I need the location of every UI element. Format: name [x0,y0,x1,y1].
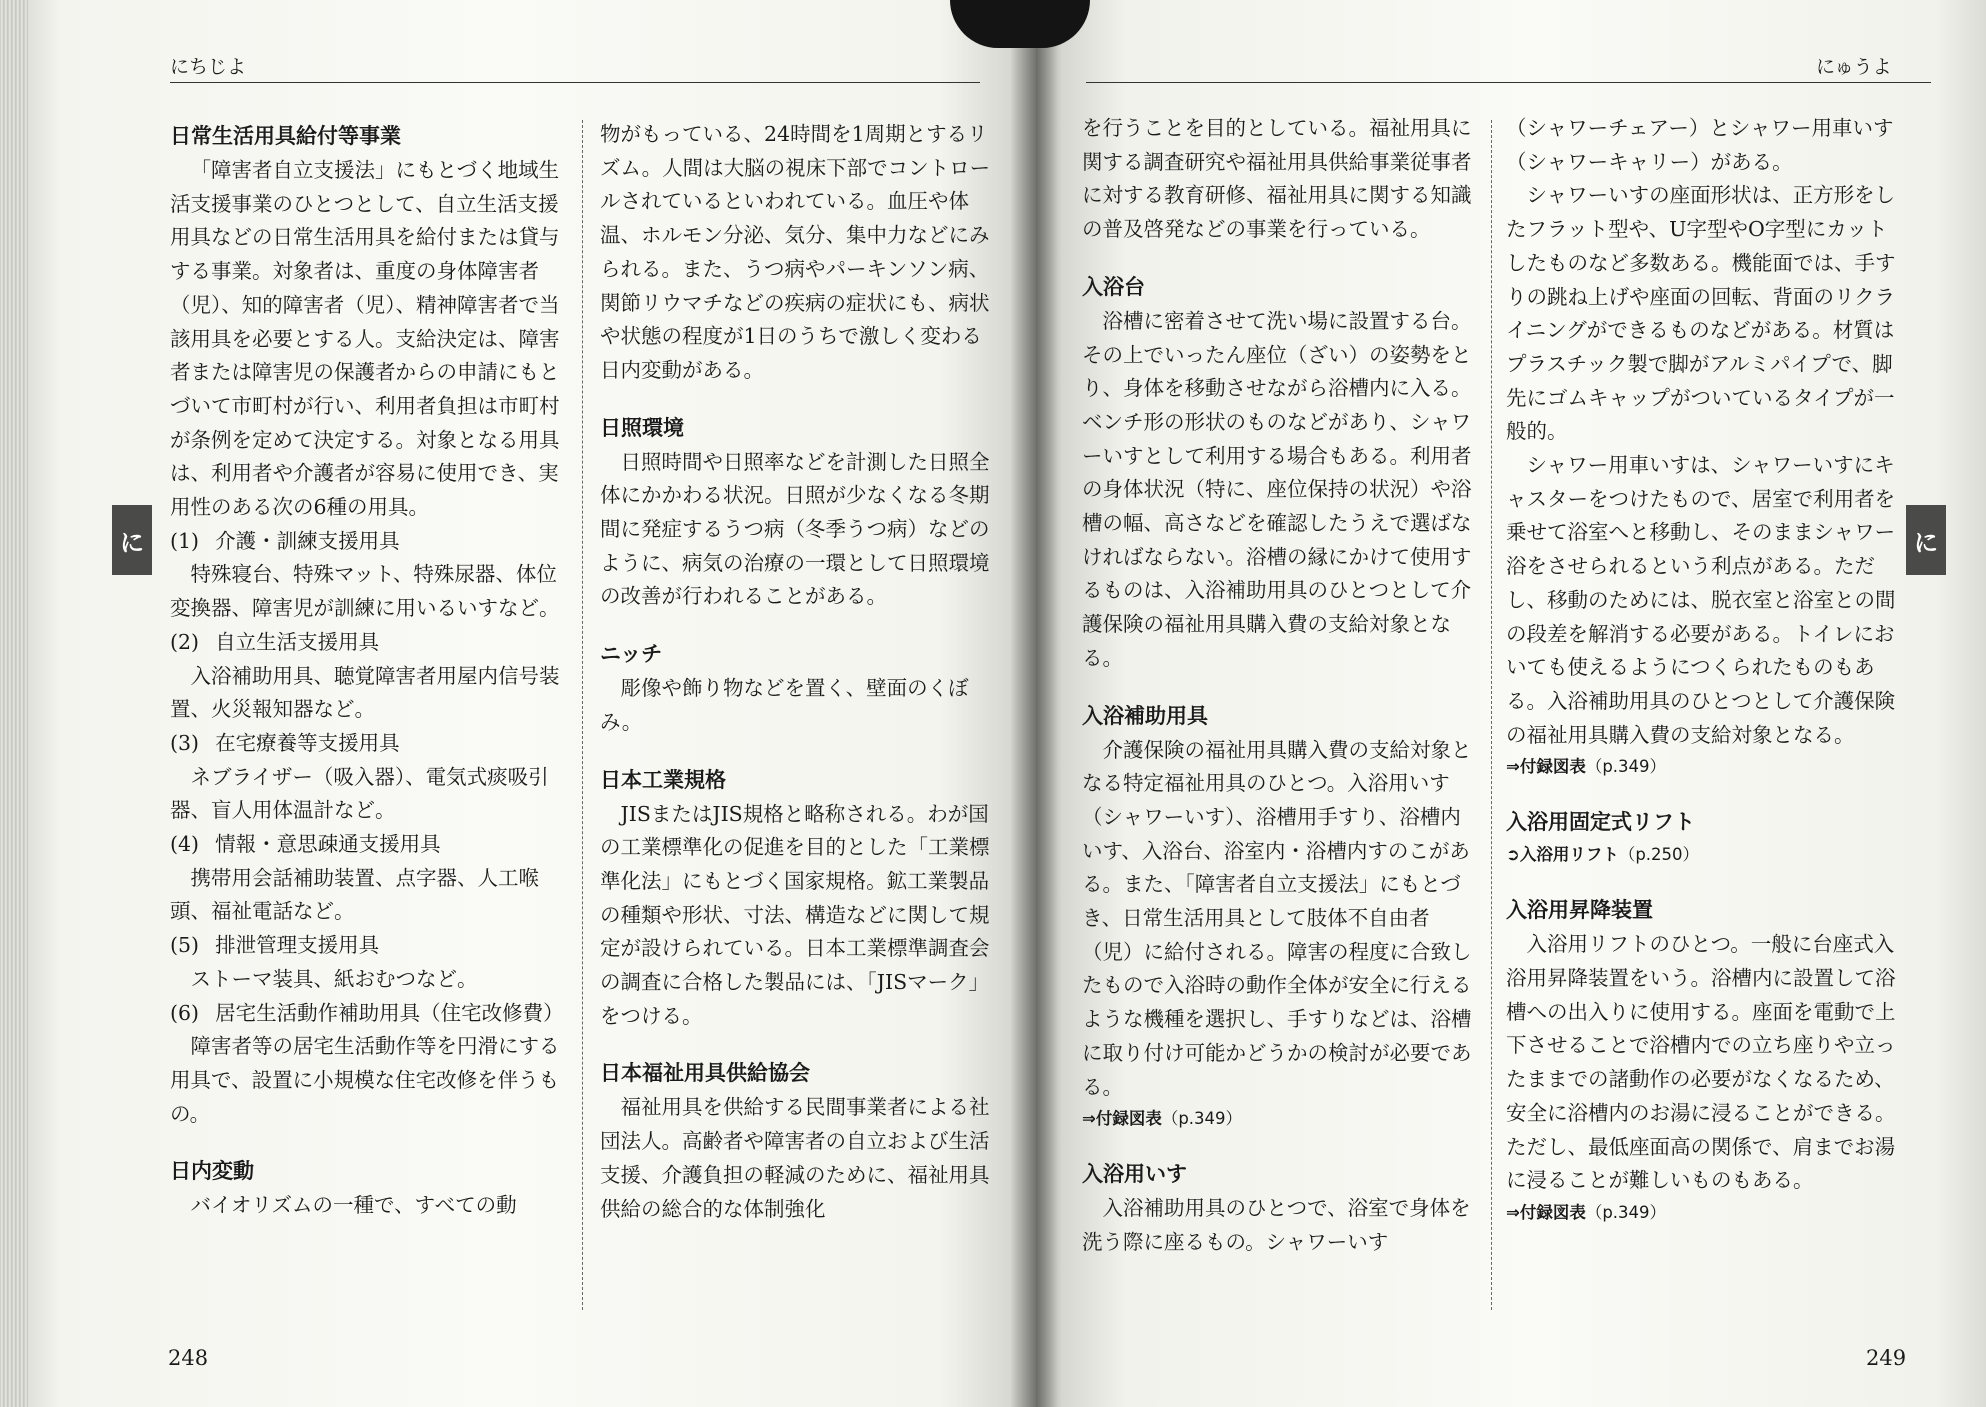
left-page-column-2 [600,118,992,1226]
entry-body: 入浴用リフトのひとつ。一般に台座式入浴用昇降装置をいう。浴槽内に設置して浴槽への出入りに使用する。座面を電動で上下させることで浴槽内での立ち座りや立ったままでの諸動作の必要がなくなるため、安全に浴槽内のお湯に浸ることができる。ただし、最低座面高の関係で、肩までお湯に浸ることが難しいものもある。 [1506,932,1896,1193]
entry-body: シャワー用車いすは、シャワーいすにキャスターをつけたもので、居室で利用者を乗せて浴室へと移動し、そのままシャワー浴をさせられるという利点がある。ただし、移動のためには、脱衣室と浴室との間の段差を解消する必要がある。トイレにおいても使えるようにつくられたものもある。入浴補助用具のひとつとして介護保険の福祉用具購入費の支給対象となる。 [1506,453,1896,747]
entry-heading: 日本工業規格 [600,767,726,792]
entry-heading: 日内変動 [170,1159,254,1184]
entry-heading: 日照環境 [600,415,684,440]
list-item-title: (5) 排泄管理支援用具 [170,929,562,963]
list-number: (6) [170,1000,200,1025]
list-item-title: (4) 情報・意思疎通支援用具 [170,828,562,862]
entry-body: 「障害者自立支援法」にもとづく地域生活支援事業のひとつとして、自立生活支援用具などの日常生活用具を給付または貸与する事業。対象者は、重度の身体障害者（児）、知的障害者（児）、精神障害者で当該用具を必要とする人。支給決定は、障害者または障害児の保護者からの申請にもとづいて市町村が行い、利用者負担は市町村が条例を定めて決定する。対象となる用具は、利用者や介護者が容易に使用でき、実用性のある次の6種の用具。 [170,158,560,520]
see-reference: ➲入浴用リフト（p.250） [1506,845,1700,865]
column-divider [1491,120,1492,1310]
entry-heading: 入浴補助用具 [1082,703,1208,728]
running-head-right: にゅうよ [1816,56,1892,78]
entry-body: バイオリズムの一種で、すべての動 [190,1193,517,1218]
entry-heading: 日本福祉用具供給協会 [600,1061,810,1086]
entry-body: 福祉用具を供給する民間事業者による社団法人。高齢者や障害者の自立および生活支援、介護負担の軽減のために、福祉用具供給の総合的な体制強化 [600,1095,990,1221]
right-page-column-1 [1082,112,1474,1260]
column-divider [582,120,583,1310]
list-item-text: ストーマ装具、紙おむつなど。 [190,966,478,991]
entry-body: を行うことを目的としている。福祉用具に関する調査研究や福祉用具供給事業従事者に対する教育研修、福祉用具に関する知識の普及啓発などの事業を行っている。 [1082,116,1472,242]
cross-reference: ⇒付録図表（p.349） [1082,1109,1243,1129]
list-item-title: (6) 居宅生活動作補助用具（住宅改修費） [170,997,562,1031]
list-item-text: 携帯用会話補助装置、点字器、人工喉頭、福祉電話など。 [170,865,539,924]
entry-body: 日照時間や日照率などを計測した日照全体にかかわる状況。日照が少なくなる冬期間に発症するうつ病（冬季うつ病）などのように、病気の治療の一環として日照環境の改善が行われることがある。 [600,449,990,609]
right-page-column-2 [1506,112,1898,1228]
list-item-text: ネブライザー（吸入器）、電気式痰吸引器、盲人用体温計など。 [170,764,549,823]
thumb-index-tab: に [112,505,152,575]
list-item-title: (1) 介護・訓練支援用具 [170,525,562,559]
book-gutter [1010,0,1062,1407]
right-page [1036,0,1986,1407]
list-item-text: 特殊寝台、特殊マット、特殊尿器、体位変換器、障害児が訓練に用いるいすなど。 [170,562,560,621]
thumb-index-tab: に [1906,505,1946,575]
list-number: (1) [170,528,200,553]
page-number-left: 248 [168,1346,209,1370]
list-item-title: (2) 自立生活支援用具 [170,626,562,660]
list-item-text: 入浴補助用具、聴覚障害者用屋内信号装置、火災報知器など。 [170,663,560,722]
list-item-text: 障害者等の居宅生活動作等を円滑にする用具で、設置に小規模な住宅改修を伴うもの。 [170,1034,560,1126]
entry-heading: 入浴用固定式リフト [1506,810,1695,835]
cross-reference: ⇒付録図表（p.349） [1506,1202,1667,1222]
list-item-title: (3) 在宅療養等支援用具 [170,727,562,761]
entry-heading: ニッチ [600,642,663,667]
entry-heading: 日常生活用具給付等事業 [170,124,401,148]
entry-heading: 入浴台 [1082,274,1145,299]
page-number-right: 249 [1866,1346,1907,1370]
list-number: (5) [170,933,200,958]
entry-body: 彫像や飾り物などを置く、壁面のくぼみ。 [600,676,969,734]
entry-body: 浴槽に密着させて洗い場に設置する台。その上でいったん座位（ざい）の姿勢をとり、身体を移動させながら浴槽内に入る。ベンチ形の形状のものなどがあり、シャワーいすとして利用する場合もある。利用者の身体状況（特に、座位保持の状況）や浴槽の幅、高さなどを確認したうえで選ばなければならない。浴槽の縁にかけて使用するものは、入浴補助用具のひとつとして介護保険の福祉用具購入費の支給対象となる。 [1082,308,1472,670]
entry-body: （シャワーチェアー）とシャワー用車いす（シャワーキャリー）がある。 [1506,116,1894,174]
header-rule [1086,82,1931,83]
list-number: (4) [170,832,200,857]
entry-body: シャワーいすの座面形状は、正方形をしたフラット型や、U字型やO字型にカットしたものなど多数ある。機能面では、手すりの跳ね上げや座面の回転、背面のリクライニングができるものなどがある。材質はプラスチック製で脚がアルミパイプで、脚先にゴムキャップがついているタイプが一般的。 [1506,183,1896,444]
entry-heading: 入浴用昇降装置 [1506,898,1653,923]
page-edges [0,0,28,1407]
list-number: (2) [170,629,200,654]
cross-reference: ⇒付録図表（p.349） [1506,757,1667,777]
entry-body: 入浴補助用具のひとつで、浴室で身体を洗う際に座るもの。シャワーいす [1082,1196,1471,1254]
entry-body: 介護保険の福祉用具購入費の支給対象となる特定福祉用具のひとつ。入浴用いす（シャワーいす）、浴槽用手すり、浴槽内いす、入浴台、浴室内・浴槽内すのこがある。また、「障害者自立支援法」にもとづき、日常生活用具として肢体不自由者（児）に給付される。障害の程度に合致したもので入浴時の動作全体が安全に行えるような機種を選択し、手すりなどは、浴槽に取り付け可能かどうかの検討が必要である。 [1082,737,1472,1099]
entry-body: 物がもっている、24時間を1周期とするリズム。人間は大脳の視床下部でコントロールされているといわれている。血圧や体温、ホルモン分泌、気分、集中力などにみられる。また、うつ病やパーキンソン病、関節リウマチなどの疾病の症状にも、病状や状態の程度が1日のうちで激しく変わる日内変動がある。 [600,122,991,382]
running-head-left: にちじよ [170,56,247,78]
entry-body: JISまたはJIS規格と略称される。わが国の工業標準化の促進を目的とした「工業標準化法」にもとづく国家規格。鉱工業製品の種類や形状、寸法、構造などに関して規定が設けられている。日本工業標準調査会の調査に合格した製品には、「JISマーク」をつける。 [600,801,990,1028]
list-number: (3) [170,730,200,755]
left-page-column-1 [170,118,562,1223]
header-rule [170,82,980,83]
entry-heading: 入浴用いす [1082,1162,1187,1187]
